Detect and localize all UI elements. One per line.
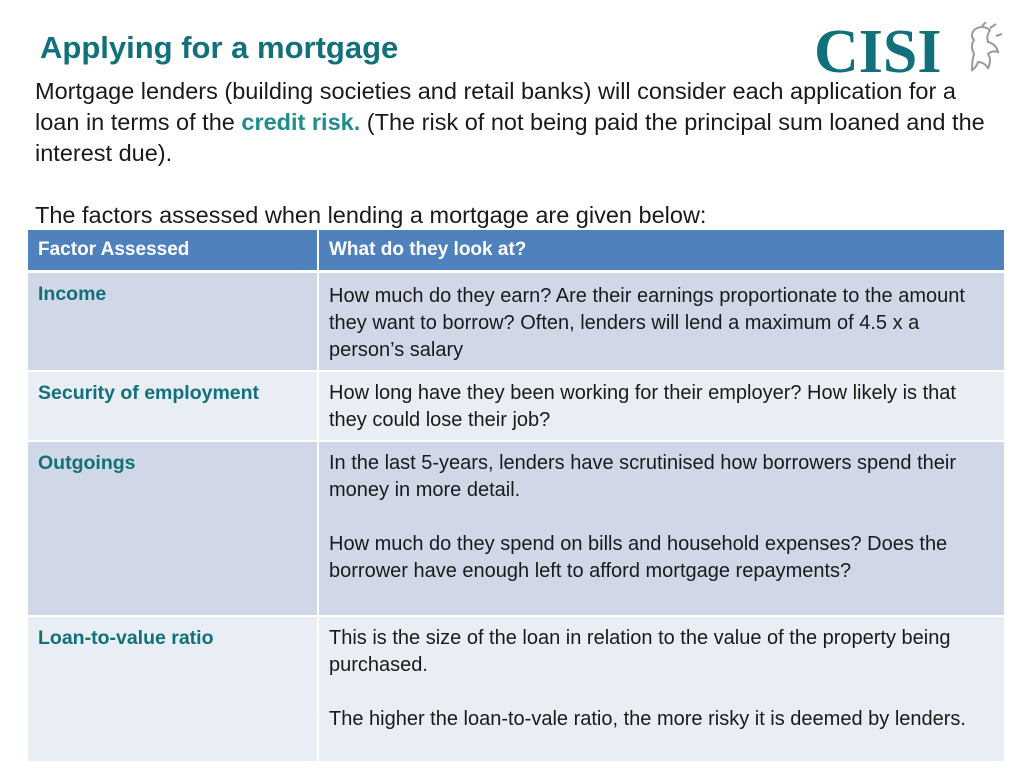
factor-loan-to-value-ratio: Loan-to-value ratio <box>28 616 318 762</box>
detail-income <box>318 272 1004 372</box>
detail-loan-to-value-ratio <box>318 616 1004 762</box>
detail-paragraph: This is the size of the loan in relation to the value of the property being purchased. <box>329 627 951 676</box>
header-factor-assessed: Factor Assessed <box>28 230 318 272</box>
detail-outgoings <box>318 441 1004 616</box>
page-title: Applying for a mortgage <box>40 30 399 65</box>
intro-text <box>35 76 995 231</box>
intro-text-after: (The risk of not being paid the principal sum loaned and the interest due). <box>35 109 985 166</box>
table-row <box>28 272 1004 372</box>
detail-paragraph: How much do they earn? Are their earnings proportionate to the amount they want to borrow? Often, lenders will lend a maximum of 4.5 x a person’s salary <box>329 285 965 361</box>
detail-paragraph: The higher the loan-to-vale ratio, the more risky it is deemed by lenders. <box>329 708 966 730</box>
header-what-they-look-at: What do they look at? <box>318 230 1004 272</box>
detail-paragraph: In the last 5-years, lenders have scrutinised how borrowers spend their money in more detail. <box>329 452 956 501</box>
logo-text: CISI <box>814 22 942 74</box>
intro-paragraph <box>35 76 995 169</box>
factors-lead: The factors assessed when lending a mortgage are given below: <box>35 202 707 228</box>
table-row <box>28 441 1004 616</box>
detail-paragraph: How much do they spend on bills and household expenses? Does the borrower have enough left to afford mortgage repayments? <box>329 533 948 582</box>
table-row <box>28 371 1004 441</box>
table-row <box>28 616 1004 762</box>
table-header-row <box>28 230 1004 272</box>
factor-security-of-employment: Security of employment <box>28 371 318 441</box>
factors-table <box>28 230 1004 763</box>
credit-risk-highlight: credit risk. <box>241 109 361 135</box>
detail-security-of-employment <box>318 371 1004 441</box>
detail-paragraph: How long have they been working for their employer? How likely is that they could lose their job? <box>329 382 956 431</box>
factor-outgoings: Outgoings <box>28 441 318 616</box>
griffin-icon <box>972 22 1002 70</box>
factor-income: Income <box>28 272 318 372</box>
cisi-logo <box>814 22 1004 74</box>
intro-text-before: Mortgage lenders (building societies and retail banks) will consider each application for a loan in terms of the <box>35 78 956 135</box>
